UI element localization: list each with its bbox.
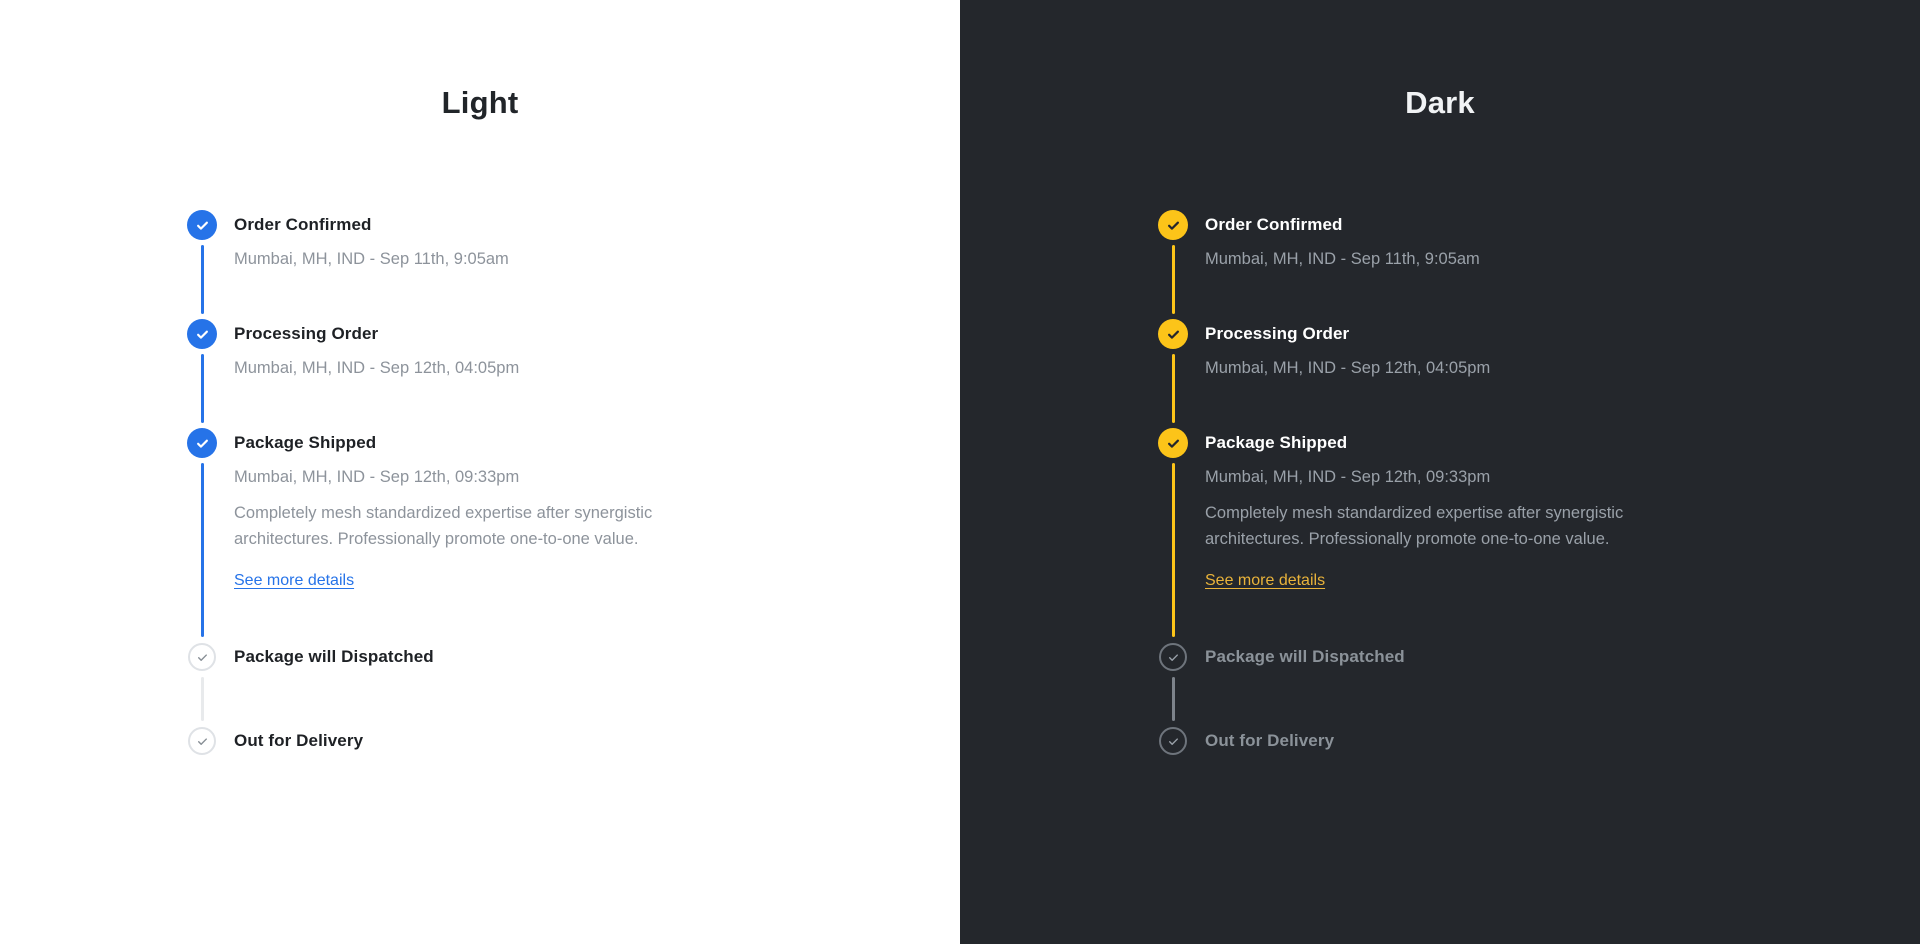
timeline-step-processing-order — [187, 319, 960, 428]
order-tracking-timeline-dark — [1158, 210, 1920, 756]
step-location-timestamp: Mumbai, MH, IND - Sep 12th, 09:33pm — [1205, 468, 1491, 486]
check-circle-outline-icon — [1159, 727, 1187, 755]
check-circle-icon — [187, 319, 217, 349]
step-location-timestamp: Mumbai, MH, IND - Sep 12th, 09:33pm — [234, 468, 520, 486]
step-title: Out for Delivery — [234, 731, 364, 750]
step-title: Processing Order — [234, 324, 379, 343]
timeline-step-package-will-dispatched — [1158, 642, 1920, 726]
timeline-connector — [201, 677, 204, 721]
timeline-connector — [1172, 245, 1175, 314]
step-title: Processing Order — [1205, 324, 1350, 343]
step-location-timestamp: Mumbai, MH, IND - Sep 12th, 04:05pm — [1205, 359, 1491, 377]
check-circle-icon — [187, 210, 217, 240]
timeline-step-package-shipped — [1158, 428, 1920, 642]
timeline-step-order-confirmed — [1158, 210, 1920, 319]
timeline-connector — [201, 463, 204, 637]
step-title: Order Confirmed — [1205, 215, 1343, 234]
timeline-step-processing-order — [1158, 319, 1920, 428]
timeline-step-out-for-delivery — [187, 726, 960, 756]
check-circle-outline-icon — [188, 727, 216, 755]
timeline-connector — [1172, 354, 1175, 423]
timeline-step-package-shipped — [187, 428, 960, 642]
timeline-step-package-will-dispatched — [187, 642, 960, 726]
order-tracking-timeline-light — [187, 210, 960, 756]
check-circle-outline-icon — [188, 643, 216, 671]
step-title: Package Shipped — [234, 433, 377, 452]
timeline-connector — [1172, 463, 1175, 637]
step-title: Package will Dispatched — [1205, 647, 1405, 666]
dark-theme-panel — [960, 0, 1920, 944]
see-more-details-link[interactable]: See more details — [1205, 572, 1326, 589]
step-title: Package will Dispatched — [234, 647, 434, 666]
check-circle-icon — [187, 428, 217, 458]
check-circle-icon — [1158, 428, 1188, 458]
step-location-timestamp: Mumbai, MH, IND - Sep 12th, 04:05pm — [234, 359, 520, 377]
timeline-connector — [201, 354, 204, 423]
timeline-connector — [201, 245, 204, 314]
check-circle-outline-icon — [1159, 643, 1187, 671]
step-location-timestamp: Mumbai, MH, IND - Sep 11th, 9:05am — [234, 250, 509, 268]
step-location-timestamp: Mumbai, MH, IND - Sep 11th, 9:05am — [1205, 250, 1480, 268]
timeline-step-out-for-delivery — [1158, 726, 1920, 756]
panel-heading-light: Light — [441, 85, 519, 120]
panel-heading-dark: Dark — [1405, 85, 1475, 120]
step-title: Order Confirmed — [234, 215, 372, 234]
timeline-step-order-confirmed — [187, 210, 960, 319]
step-description: Completely mesh standardized expertise after synergistic architectures. Professionally promote one-to-one value. — [234, 504, 653, 548]
step-title: Package Shipped — [1205, 433, 1348, 452]
see-more-details-link[interactable]: See more details — [234, 572, 355, 589]
timeline-connector — [1172, 677, 1175, 721]
check-circle-icon — [1158, 210, 1188, 240]
step-description: Completely mesh standardized expertise after synergistic architectures. Professionally promote one-to-one value. — [1205, 504, 1624, 548]
step-title: Out for Delivery — [1205, 731, 1335, 750]
check-circle-icon — [1158, 319, 1188, 349]
